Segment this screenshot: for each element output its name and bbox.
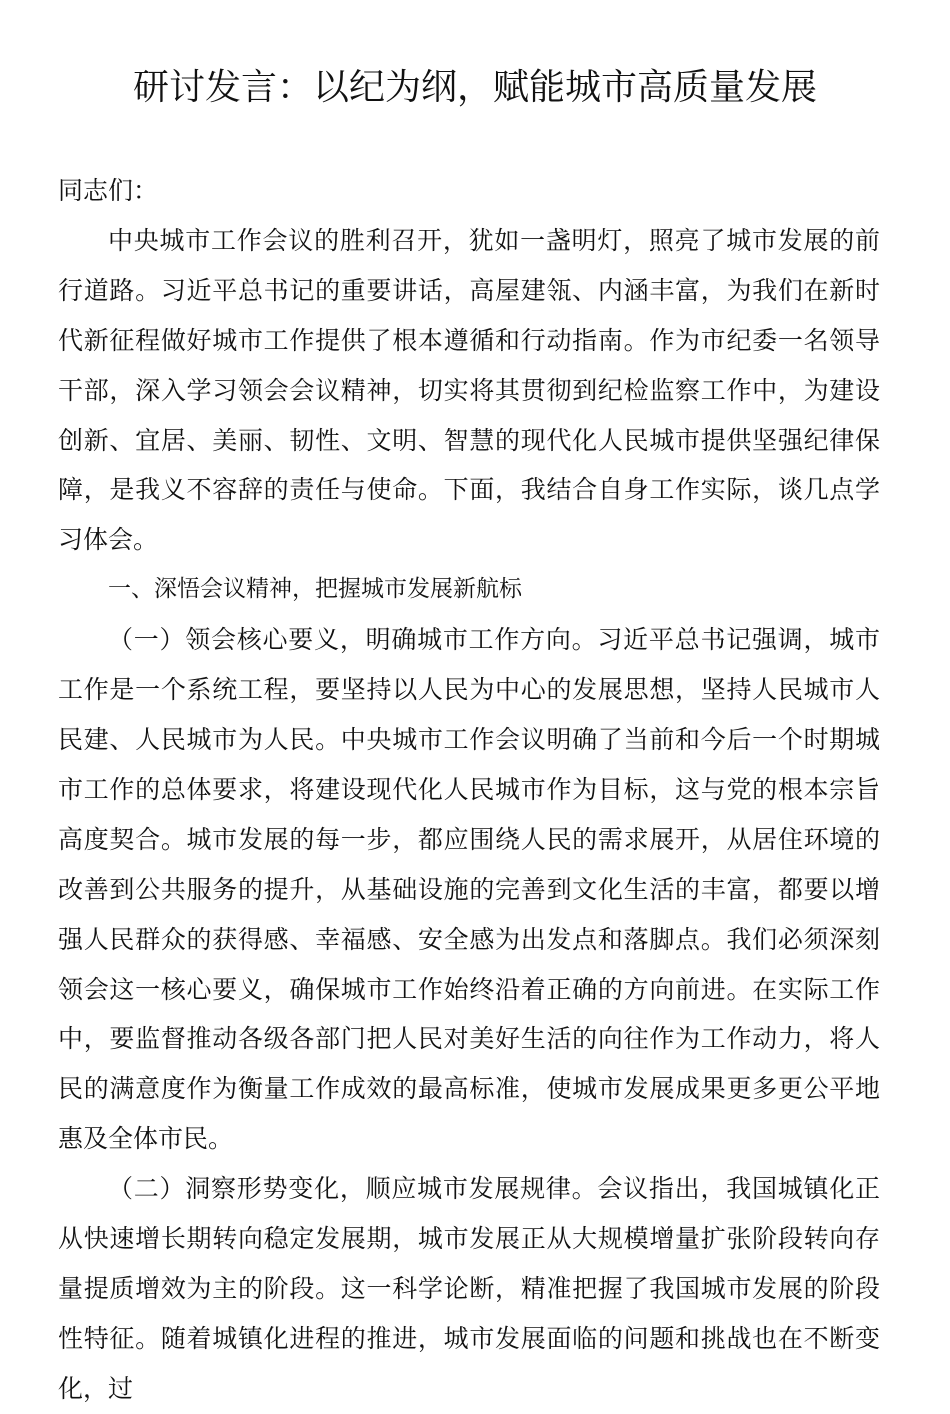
document-body bbox=[58, 166, 880, 1414]
paragraph-intro: 中央城市工作会议的胜利召开，犹如一盏明灯，照亮了城市发展的前行道路。习近平总书记的重要讲话，高屋建瓴、内涵丰富，为我们在新时代新征程做好城市工作提供了根本遵循和行动指南。作为市纪委一名领导干部，深入学习领会会议精神，切实将其贯彻到纪检监察工作中，为建设创新、宜居、美丽、韧性、文明、智慧的现代化人民城市提供坚强纪律保障，是我义不容辞的责任与使命。下面，我结合自身工作实际，谈几点学习体会。 bbox=[58, 225, 880, 555]
paragraph-subsection-2: （二）洞察形势变化，顺应城市发展规律。会议指出，我国城镇化正从快速增长期转向稳定发展期，城市发展正从大规模增量扩张阶段转向存量提质增效为主的阶段。这一科学论断，精准把握了我国城市发展的阶段性特征。随着城镇化进程的推进，城市发展面临的问题和挑战也在不断变化，过 bbox=[58, 1174, 880, 1403]
document-title: 研讨发言：以纪为纲，赋能城市高质量发展 bbox=[132, 67, 817, 108]
salutation: 同志们： bbox=[58, 176, 159, 205]
section-heading-1: 一、深悟会议精神，把握城市发展新航标 bbox=[108, 576, 522, 603]
paragraph-subsection-1: （一）领会核心要义，明确城市工作方向。习近平总书记强调，城市工作是一个系统工程，要坚持以人民为中心的发展思想，坚持人民城市人民建、人民城市为人民。中央城市工作会议明确了当前和今后一个时期城市工作的总体要求，将建设现代化人民城市作为目标，这与党的根本宗旨高度契合。城市发展的每一步，都应围绕人民的需求展开，从居住环境的改善到公共服务的提升，从基础设施的完善到文化生活的丰富，都要以增强人民群众的获得感、幸福感、安全感为出发点和落脚点。我们必须深刻领会这一核心要义，确保城市工作始终沿着正确的方向前进。在实际工作中，要监督推动各级各部门把人民对美好生活的向往作为工作动力，将人民的满意度作为衡量工作成效的最高标准，使城市发展成果更多更公平地惠及全体市民。 bbox=[58, 625, 880, 1154]
